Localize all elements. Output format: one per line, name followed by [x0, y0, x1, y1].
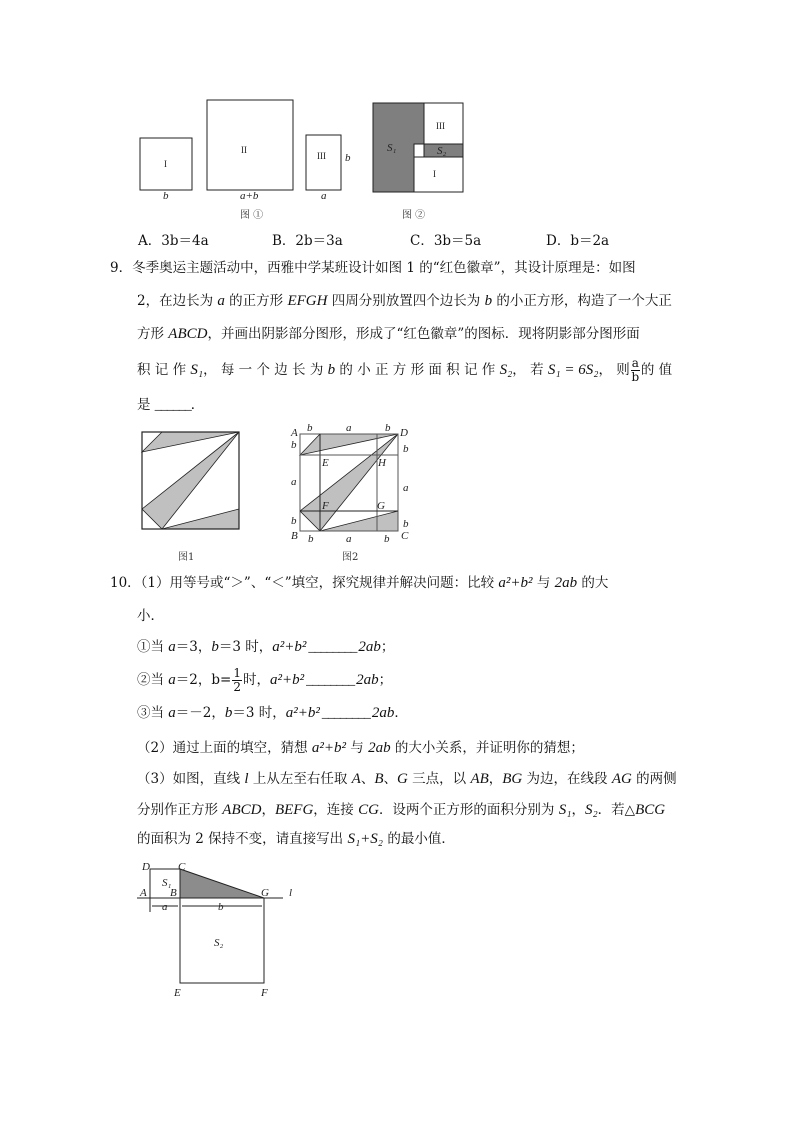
point-b-label: B [170, 887, 177, 899]
text: ． [394, 705, 408, 721]
point-h-label: H [378, 457, 386, 469]
text: 与 [346, 740, 369, 756]
text: （2）通过上面的填空，猜想 [137, 740, 312, 756]
q10-line [137, 739, 584, 757]
figure-caption: 图 ① [240, 210, 264, 221]
side-label: a [321, 190, 327, 202]
answer-blank[interactable]: ________ [306, 673, 355, 688]
text: ②当 [137, 672, 169, 688]
math-text: S₂ [584, 802, 598, 818]
q10-line [137, 770, 677, 788]
math-text: BG [502, 771, 523, 787]
side-label: a [346, 422, 352, 434]
q10-line [110, 574, 608, 592]
math-text: S₂ [499, 362, 513, 378]
point-d-label: D [142, 861, 150, 873]
text: ， [261, 802, 275, 818]
point-b-label: B [291, 530, 298, 542]
math-text: BEFG [274, 802, 314, 818]
text: 的大小关系，并证明你的猜想； [390, 740, 584, 756]
side-label: a [346, 533, 352, 545]
square-ii-label: II [241, 145, 247, 155]
math-text: 2ab [371, 705, 395, 721]
q10-line [137, 830, 455, 848]
answer-blank[interactable]: ______ [154, 398, 191, 413]
point-a-label: A [140, 887, 147, 899]
math-text: ABCD [168, 326, 208, 342]
math-text: a [168, 672, 176, 688]
q10-line [137, 607, 164, 625]
s2-label: S₂ [214, 937, 224, 949]
text: 方形 [137, 326, 169, 342]
text: ．设两个正方形的面积分别为 [378, 802, 559, 818]
text: 四周分别放置四个边长为 [327, 293, 485, 309]
denominator: 2 [233, 680, 241, 694]
square-ii [207, 100, 293, 190]
fraction [232, 667, 242, 694]
text: ， 则 [598, 362, 630, 378]
text: （3）如图，直线 [137, 771, 245, 787]
point-g-label: G [261, 887, 269, 899]
q9-line [137, 325, 640, 343]
rect-iii-label: III [317, 151, 326, 161]
math-text: b [327, 362, 336, 378]
answer-blank[interactable]: ________ [308, 640, 357, 655]
text: ＝3， [175, 639, 212, 655]
math-text: S₁ = 6S₂ [547, 362, 599, 378]
text: 9．冬季奥运主题活动中，西雅中学某班设计如图 1 的“红色徽章”，其设计原理是：如图 [110, 260, 636, 276]
text: 2，在边长为 [137, 293, 218, 309]
s1-label: S₁ [387, 142, 397, 154]
text: 的正方形 [224, 293, 288, 309]
math-text: a [168, 705, 176, 721]
text: ，并画出阴影部分图形，形成了“红色徽章”的图标．现将阴影部分图形面 [207, 326, 640, 342]
q9-figure-2 [291, 422, 409, 545]
text: 三点，以 [407, 771, 471, 787]
math-text: b [224, 705, 233, 721]
triangle-bcg [180, 869, 264, 898]
text: ①当 [137, 639, 169, 655]
math-text: a²+b² [285, 705, 320, 721]
denominator: b [631, 370, 640, 384]
text: 的 小 正 方 形 面 积 记 作 [335, 362, 500, 378]
side-label: b [291, 515, 297, 527]
math-text: S₁+S₂ [347, 831, 384, 847]
math-text: 2ab [358, 639, 381, 655]
figure-caption: 图1 [178, 552, 195, 563]
text: 为边，在线段 [522, 771, 612, 787]
point-e-label: E [322, 457, 329, 469]
side-a-label: a [162, 901, 168, 913]
point-a-label: A [291, 427, 298, 439]
text: 是 [137, 397, 155, 413]
text: ， 若 [512, 362, 548, 378]
math-text: AB [470, 771, 489, 787]
s2-label: S₂ [437, 145, 447, 157]
fraction [631, 357, 640, 384]
text: ， 每 一 个 边 长 为 [203, 362, 328, 378]
text: 、 [383, 771, 397, 787]
math-text: S₁ [190, 362, 204, 378]
text: ＝－2， [175, 705, 225, 721]
q10-line [137, 638, 394, 657]
side-label: a+b [240, 190, 259, 202]
text: ， [488, 771, 503, 787]
q9-figure-1 [142, 432, 242, 532]
point-d-label: D [400, 427, 408, 439]
figure-caption: 图2 [342, 552, 359, 563]
math-text: a²+b² [272, 639, 307, 655]
option-a[interactable]: A．3b＝4a [138, 233, 209, 249]
q9-line [137, 357, 672, 384]
text: ， [571, 802, 585, 818]
region-i-label: I [433, 169, 436, 179]
q8-figure-2 [373, 103, 465, 195]
math-text: a²+b² [269, 672, 305, 688]
side-label: b [308, 533, 314, 545]
math-text: A [351, 771, 361, 787]
math-text: 2ab [356, 672, 379, 688]
math-text: 2ab [368, 740, 391, 756]
q10-line [137, 801, 665, 819]
q10-line [137, 667, 392, 694]
math-text: CG [358, 802, 379, 818]
side-label: a [403, 482, 409, 494]
text: ． [190, 397, 205, 413]
point-e-label: E [174, 987, 181, 999]
text: ＝3 时， [218, 639, 273, 655]
point-g-label: G [377, 500, 385, 512]
side-label: b [291, 439, 297, 451]
region-iii-label: III [436, 121, 445, 131]
answer-blank[interactable]: ________ [321, 706, 370, 721]
text: 时， [242, 672, 270, 688]
math-text: b [211, 639, 219, 655]
option-d[interactable]: D．b＝2a [546, 233, 610, 249]
math-text: EFGH [287, 293, 328, 309]
text: ＝3 时， [232, 705, 286, 721]
math-text: 2ab [554, 575, 578, 591]
s1-label: S₁ [162, 877, 172, 889]
side-label: b [403, 518, 409, 530]
side-label: b [307, 422, 313, 434]
side-label: b [163, 190, 169, 202]
text: ③当 [137, 705, 169, 721]
math-text: a²+b² [311, 740, 347, 756]
point-c-label: C [401, 530, 409, 542]
text: 的最小值． [383, 831, 455, 847]
text: 的大 [577, 575, 609, 591]
math-text: b [484, 293, 493, 309]
point-f-label: F [261, 987, 268, 999]
side-label: a [291, 476, 297, 488]
side-label: b [385, 422, 391, 434]
math-text: S₁ [558, 802, 572, 818]
text: ＝2，b= [175, 672, 232, 688]
q10-figure [137, 860, 297, 1000]
side-label: b [384, 533, 390, 545]
math-text: a [168, 639, 176, 655]
text: ； [378, 672, 393, 688]
text: ．若△ [597, 802, 636, 818]
text: 分别作正方形 [137, 802, 223, 818]
text: 积 记 作 [137, 362, 191, 378]
s1-region [373, 103, 424, 192]
option-b[interactable]: B．2b＝3a [272, 233, 343, 249]
square-i-label: I [164, 159, 167, 169]
q9-line [137, 396, 204, 415]
math-text: BCG [635, 802, 666, 818]
q8-figure-1 [130, 95, 360, 205]
math-text: AG [611, 771, 632, 787]
rect-iii [306, 135, 341, 190]
text: ； [380, 639, 395, 655]
math-text: G [397, 771, 408, 787]
text: 与 [532, 575, 555, 591]
math-text: B [374, 771, 384, 787]
text: 的 值 [640, 362, 673, 378]
numerator: a [631, 356, 639, 370]
text: 的两侧 [631, 771, 677, 787]
option-c[interactable]: C．3b＝5a [410, 233, 482, 249]
text: 的小正方形，构造了一个大正 [492, 293, 672, 309]
q9-line [110, 259, 636, 277]
text: 10．（1）用等号或“＞”、“＜”填空，探究规律并解决问题：比较 [110, 575, 499, 591]
point-f-label: F [322, 500, 329, 512]
text: 上从左至右任取 [248, 771, 352, 787]
q10-line [137, 704, 408, 723]
side-label: b [345, 152, 351, 164]
side-label: b [403, 443, 409, 455]
text: ，连接 [313, 802, 359, 818]
math-text: a²+b² [498, 575, 533, 591]
point-c-label: C [178, 861, 186, 873]
line-l-label: l [289, 887, 293, 899]
math-text: a [217, 293, 225, 309]
numerator: 1 [233, 666, 241, 680]
text: 小． [137, 608, 164, 624]
text: 、 [360, 771, 375, 787]
figure-caption: 图 ② [402, 210, 426, 221]
q9-line [137, 292, 672, 310]
side-b-label: b [218, 901, 224, 913]
math-text: l [244, 771, 249, 787]
math-text: ABCD [222, 802, 262, 818]
text: 的面积为 2 保持不变，请直接写出 [137, 831, 348, 847]
